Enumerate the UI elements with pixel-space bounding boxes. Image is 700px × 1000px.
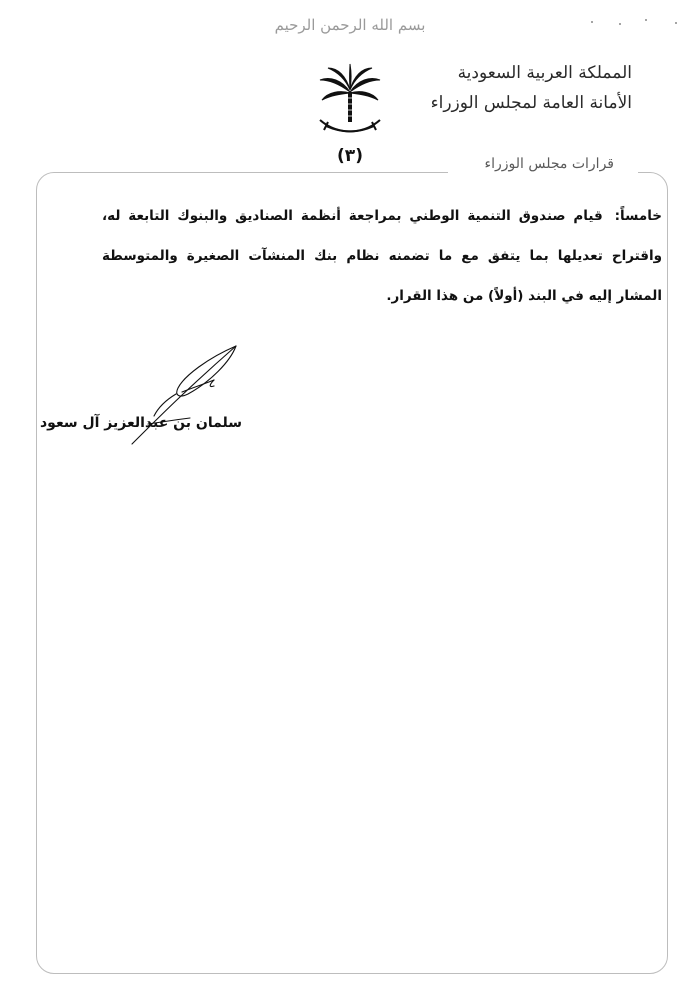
- handwritten-signature: [118, 338, 258, 448]
- letterhead: [432, 58, 632, 118]
- clause-text: قيام صندوق التنمية الوطني بمراجعة أنظمة الصناديق والبنوك التابعة له، واقتراح تعديلها بما يتفق مع ما تضمنه نظام بنك المنشآت الصغيرة والمتوسطة المشار إليه في البند (أولاً) من هذا القرار.: [102, 208, 662, 304]
- page-number: (٣): [337, 146, 363, 166]
- letterhead-country: المملكة العربية السعودية: [457, 63, 632, 83]
- palm-and-swords-emblem-icon: [312, 62, 388, 144]
- clause-label: خامساً:: [614, 208, 663, 224]
- letterhead-decisions-title: قرارات مجلس الوزراء: [484, 156, 614, 172]
- signer-name: سلمان بن عبدالعزيز آل سعود: [39, 415, 242, 431]
- bismillah: بسم الله الرحمن الرحيم: [274, 16, 426, 34]
- corner-dots: [586, 14, 686, 34]
- resolution-clause-five: [102, 196, 662, 316]
- letterhead-secretariat: الأمانة العامة لمجلس الوزراء: [430, 93, 632, 113]
